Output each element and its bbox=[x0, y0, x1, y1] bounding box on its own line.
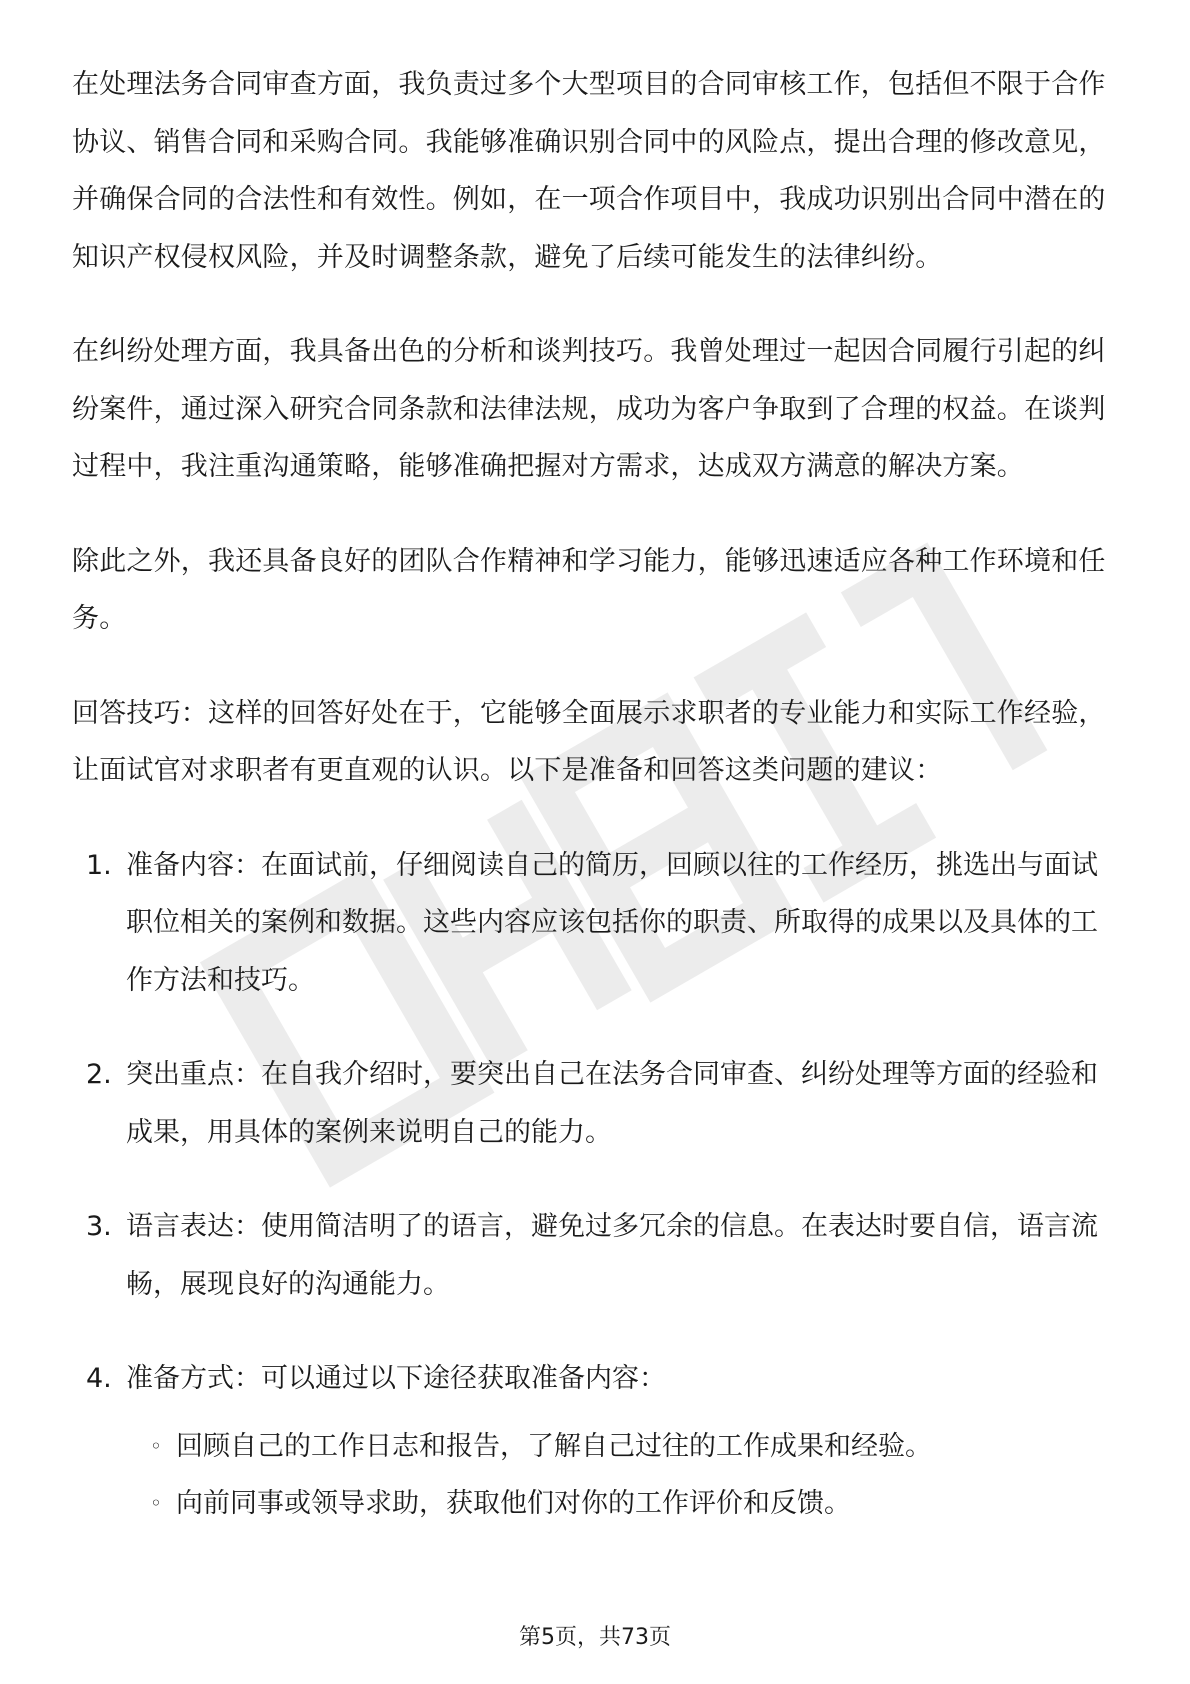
document-body bbox=[72, 56, 1122, 1533]
bullet-icon: ◦ bbox=[150, 1433, 162, 1458]
sub-list-item-text: 回顾自己的工作日志和报告，了解自己过往的工作成果和经验。 bbox=[176, 1430, 932, 1462]
sub-list-item bbox=[72, 1418, 1122, 1476]
paragraph-answer-tips: 回答技巧：这样的回答好处在于，它能够全面展示求职者的专业能力和实际工作经验，让面试官对求职者有更直观的认识。以下是准备和回答这类问题的建议： bbox=[72, 697, 1106, 786]
list-number: 2. bbox=[86, 1059, 112, 1090]
list-item bbox=[72, 837, 1122, 1010]
tips-list bbox=[72, 837, 1122, 1408]
list-number: 1. bbox=[86, 849, 112, 881]
list-item bbox=[72, 1198, 1122, 1313]
preparation-sub-list bbox=[72, 1418, 1122, 1533]
list-number: 3. bbox=[86, 1211, 112, 1242]
paragraph-teamwork: 除此之外，我还具备良好的团队合作精神和学习能力，能够迅速适应各种工作环境和任务。 bbox=[72, 545, 1106, 634]
list-item bbox=[72, 1046, 1122, 1161]
page-footer: 第5页，共73页 bbox=[519, 1625, 671, 1650]
list-item-text: 突出重点：在自我介绍时，要突出自己在法务合同审查、纠纷处理等方面的经验和成果，用具体的案例来说明自己的能力。 bbox=[126, 1059, 1098, 1148]
list-item bbox=[72, 1350, 1122, 1408]
bullet-icon: ◦ bbox=[150, 1491, 162, 1515]
paragraph-dispute-handling: 在纠纷处理方面，我具备出色的分析和谈判技巧。我曾处理过一起因合同履行引起的纠纷案件，通过深入研究合同条款和法律法规，成功为客户争取到了合理的权益。在谈判过程中，我注重沟通策略，能够准确把握对方需求，达成双方满意的解决方案。 bbox=[72, 336, 1106, 482]
paragraph-contract-review: 在处理法务合同审查方面，我负责过多个大型项目的合同审核工作，包括但不限于合作协议、销售合同和采购合同。我能够准确识别合同中的风险点，提出合理的修改意见，并确保合同的合法性和有效性。例如，在一项合作项目中，我成功识别出合同中潜在的知识产权侵权风险，并及时调整条款，避免了后续可能发生的法律纠纷。 bbox=[72, 69, 1106, 273]
list-item-text: 语言表达：使用简洁明了的语言，避免过多冗余的信息。在表达时要自信，语言流畅，展现良好的沟通能力。 bbox=[126, 1211, 1098, 1300]
list-number: 4. bbox=[86, 1363, 112, 1394]
sub-list-item bbox=[72, 1475, 1122, 1533]
sub-list-item-text: 向前同事或领导求助，获取他们对你的工作评价和反馈。 bbox=[176, 1488, 851, 1519]
list-item-text: 准备内容：在面试前，仔细阅读自己的简历，回顾以往的工作经历，挑选出与面试职位相关的案例和数据。这些内容应该包括你的职责、所取得的成果以及具体的工作方法和技巧。 bbox=[126, 849, 1098, 996]
list-item-text: 准备方式：可以通过以下途径获取准备内容： bbox=[126, 1363, 666, 1394]
